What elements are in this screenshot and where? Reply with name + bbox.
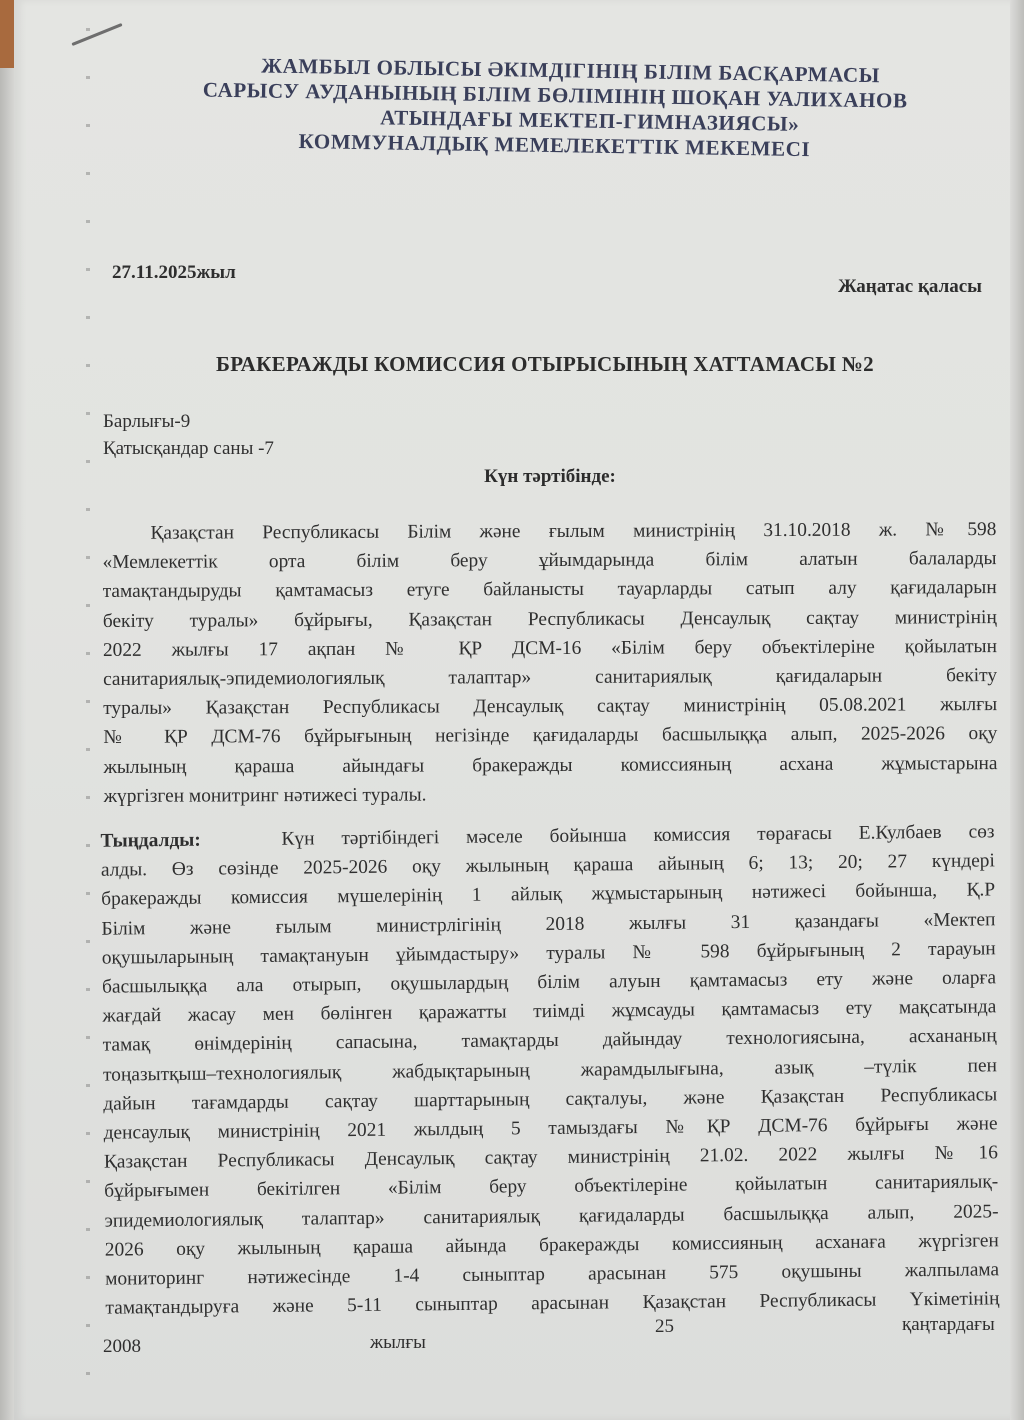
paragraph-line: Білім және ғылым министрлігінің 2018 жылғы 31 қазандағы «Мектеп — [101, 908, 996, 940]
header-line: АТЫНДАҒЫ МЕКТЕП-ГИМНАЗИЯСЫ» — [380, 105, 800, 136]
paragraph-line: бракеражды комиссия мүшелерінің 1 айлық жұмыстарының нәтижесі бойынша, Қ.Р — [101, 879, 996, 911]
paragraph-line: басшылыққа ала отырып, оқушылардың білім алуын қамтамасыз ету және оларға — [101, 967, 997, 998]
background-right-edge — [1010, 0, 1024, 1420]
paragraph-line: бұйрығымен бекітілген «Білім беру объектілеріне қойылатын санитариялық- — [104, 1171, 999, 1203]
paragraph-line: оқушыларының тамақтануын ұйымдастыру» туралы № 598 бұйрығының 2 тарауын — [101, 938, 996, 969]
paragraph-line: тамақтандыруға және 5-11 сыныптар арасынан Қазақстан Республикасы Үкіметінің — [105, 1288, 1000, 1319]
paragraph-line: алды. Өз сөзінде 2025-2026 оқу жылының қараша айының 6; 13; 20; 27 күндері — [100, 850, 995, 881]
trailing-word: 2008 — [103, 1336, 141, 1357]
binding-perforation — [86, 0, 90, 1420]
document-date: 27.11.2025жыл — [112, 262, 236, 283]
paragraph-line: жағдай жасау мен бөлінген қаражатты тиімді жұмсауды қамтамасыз ету мақсатында — [102, 996, 997, 1027]
paragraph-line: эпидемиологиялық талаптар» санитариялық қағидаларды басшылыққа алып, 2025- — [104, 1200, 999, 1232]
paragraph-line: «Мемлекеттік орта білім беру ұйымдарында білім алатын балаларды — [102, 548, 997, 574]
paragraph-line: санитариялық-эпидемиологиялық талаптар» санитариялық қағидаларын бекіту — [103, 665, 998, 690]
attendance-stats — [103, 408, 274, 462]
paragraph-line: денсаулық министрінің 2021 жылдың 5 тамыздағы №ҚР ДСМ-76 бұйрығы және — [103, 1113, 998, 1144]
paragraph-line: тамақ өнімдерінің сапасына, тамақтарды дайындау технологиясына, асхананың — [102, 1025, 997, 1057]
paragraph-line: тоңазытқыш–технологиялық жабдықтарының жарамдылығына, азық –түлік пен — [102, 1054, 998, 1086]
paragraph-line: 2022 жылғы 17 ақпан № ҚР ДСМ-16 «Білім беру объектілеріне қойылатын — [102, 635, 997, 661]
header-line: ЖАМБЫЛ ОБЛЫСЫ ӘКІМДІГІНІҢ БІЛІМ БАСҚАРМАСЫ — [261, 53, 881, 88]
paragraph-line: дайын тағамдарды сақтау шарттарының сақталуы, және Қазақстан Республикасы — [103, 1084, 998, 1115]
paragraph-line: туралы» Қазақстан Республикасы Денсаулық сақтау министрінің 05.08.2021 жылғы — [103, 694, 998, 720]
trailing-word: қаңтардағы — [902, 1314, 995, 1335]
total-members: Барлығы-9 — [103, 411, 191, 432]
paragraph-line: мониторинг нәтижесінде 1-4 сыныптар арасынан 575 оқушыны жалпылама — [105, 1259, 1000, 1290]
header-line: САРЫСУ АУДАНЫНЫҢ БІЛІМ БӨЛІМІНІҢ ШОҚАН УАЛИХАНОВ — [202, 77, 908, 113]
paragraph-line: жылының қараша айындағы бракеражды комиссияның асхана жұмыстарына — [103, 752, 998, 778]
agenda-heading: Күн тәртібінде: — [484, 466, 616, 487]
trailing-word: жылғы — [370, 1332, 426, 1353]
document-title: БРАКЕРАЖДЫ КОМИССИЯ ОТЫРЫСЫНЫҢ ХАТТАМАСЫ №2 — [216, 352, 874, 376]
paragraph-line: 2026 оқу жылының қараша айында бракеражды комиссияның асханаға жүргізген — [104, 1230, 999, 1261]
paragraph-line: Қазақстан Республикасы Білім және ғылым министрінің 31.10.2018 ж. №598 — [150, 519, 997, 544]
listened-label: Тыңдалды: — [100, 829, 201, 852]
trailing-word: 25 — [655, 1316, 674, 1337]
agenda-paragraph — [102, 515, 997, 811]
institution-header — [99, 51, 1000, 165]
header-line: КОММУНАЛДЫҚ МЕМЕЛЕКЕТТІК МЕКЕМЕСІ — [298, 129, 811, 162]
paragraph-line: жүргізген монитринг нәтижесі туралы. — [103, 784, 427, 807]
listened-paragraph — [100, 817, 999, 1323]
paragraph-line: тамақтандыруды қамтамасыз етуге байланысты тауарларды сатып алу қағидаларын — [102, 577, 997, 603]
listened-first-line: Күн тәртібіндегі мәселе бойынша комиссия төрағасы Е.Кулбаев сөз — [281, 821, 995, 850]
document-city: Жаңатас қаласы — [837, 276, 982, 297]
paragraph-line: Қазақстан Республикасы Денсаулық сақтау министрінің 21.02. 2022 жылғы №16 — [103, 1142, 999, 1173]
paragraph-line: бекіту туралы» бұйрығы, Қазақстан Республикасы Денсаулық сақтау министрінің — [102, 606, 997, 632]
pen-mark — [71, 23, 122, 46]
participants-count: Қатысқандар саны -7 — [103, 438, 274, 459]
paragraph-line: № ҚР ДСМ-76 бұйрығының негізінде қағидаларды басшылыққа алып, 2025-2026 оқу — [103, 723, 998, 749]
background-left-edge — [0, 68, 14, 1420]
